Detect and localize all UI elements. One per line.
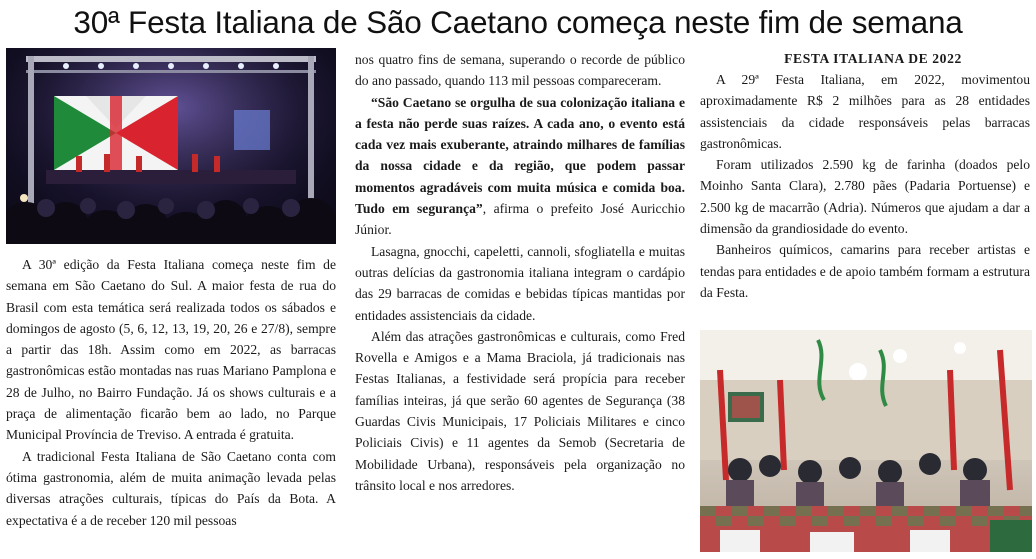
stage-photo bbox=[6, 48, 336, 244]
dining-hall-photo bbox=[700, 330, 1032, 552]
col3-paragraph-2: Foram utilizados 2.590 kg de farinha (doados pelo Moinho Santa Clara), 2.780 pães (Padaria Portuense) e 2.500 kg de macarrão (Adria). Números que ajudam a dar a dimensão da grandiosidade do evento. bbox=[700, 157, 1030, 237]
col2-quote-paragraph bbox=[355, 92, 685, 241]
col2-paragraph-continued: nos quatro fins de semana, superando o recorde de público do ano passado, quando 113 mil pessoas compareceram. bbox=[355, 52, 685, 89]
dining-hall-illustration bbox=[700, 330, 1032, 552]
column-3 bbox=[700, 48, 1030, 303]
sidebar-box-title: FESTA ITALIANA DE 2022 bbox=[784, 51, 962, 66]
col2-paragraph-3: Além das atrações gastronômicas e culturais, como Fred Rovella e Amigos e a Mama Braciola, já tradicionais nas Festas Italianas, a festividade será propícia para receber famílias inteiras, já que serão 60 agentes de Segurança (38 Guardas Civis Municipais, 17 Policiais Militares e cinco Policiais Civis) e 11 agentes da Semob (Secretaria de Mobilidade Urbana), responsáveis pela organização no trânsito local e nos arredores. bbox=[355, 328, 685, 493]
headline: 30ª Festa Italiana de São Caetano começa neste fim de semana bbox=[73, 4, 963, 40]
col3-paragraph-1: A 29ª Festa Italiana, em 2022, movimentou aproximadamente R$ 2 milhões para as 28 entidades assistenciais da cidade responsáveis pelas barracas gastronômicas. bbox=[700, 72, 1030, 151]
col3-paragraph-3: Banheiros químicos, camarins para receber artistas e tendas para entidades e de apoio também formam a estrutura da Festa. bbox=[700, 242, 1030, 300]
column-2 bbox=[355, 49, 685, 496]
mayor-quote: “São Caetano se orgulha de sua colonização italiana e a festa não perde suas raízes. A cada ano, o evento está cada vez mais exuberante, atraindo milhares de famílias da nossa cidade e da região, que podem passar momentos agradáveis com muita música e comida boa. Tudo em segurança” bbox=[355, 94, 685, 217]
column-1 bbox=[6, 48, 336, 531]
quote-attribution: , afirma o prefeito José Auricchio Júnior. bbox=[355, 201, 685, 238]
col1-paragraph-2: A tradicional Festa Italiana de São Caetano conta com ótima gastronomia, além de muita animação levada pelas diversas atrações culturais, típicas do País da Bota. A expectativa é a de receber 120 mil pessoas bbox=[6, 448, 336, 528]
stage-photo-illustration bbox=[6, 48, 336, 244]
col1-paragraph-1: A 30ª edição da Festa Italiana começa neste fim de semana em São Caetano do Sul. A maior festa de rua do Brasil com esta temática será realizada todos os sábados e domingos de agosto (5, 6, 12, 13, 19, 20, 26 e 27/8), sempre a partir das 18h. Assim como em 2022, as barracas gastronômicas estão montadas nas ruas Mariano Pamplona e 28 de Julho, no Bairro Fundação. Já os shows culturais e a praça de alimentação ficarão bem ao lado, no Parque Municipal Província de Treviso. A entrada é gratuita. bbox=[6, 257, 336, 443]
col2-paragraph-2: Lasagna, gnocchi, capeletti, cannoli, sfogliatella e muitas outras delícias da gastronomia italiana integram o cardápio das 29 barracas de comidas e bebidas típicas mantidas por entidades assistenciais da cidade. bbox=[355, 243, 685, 323]
